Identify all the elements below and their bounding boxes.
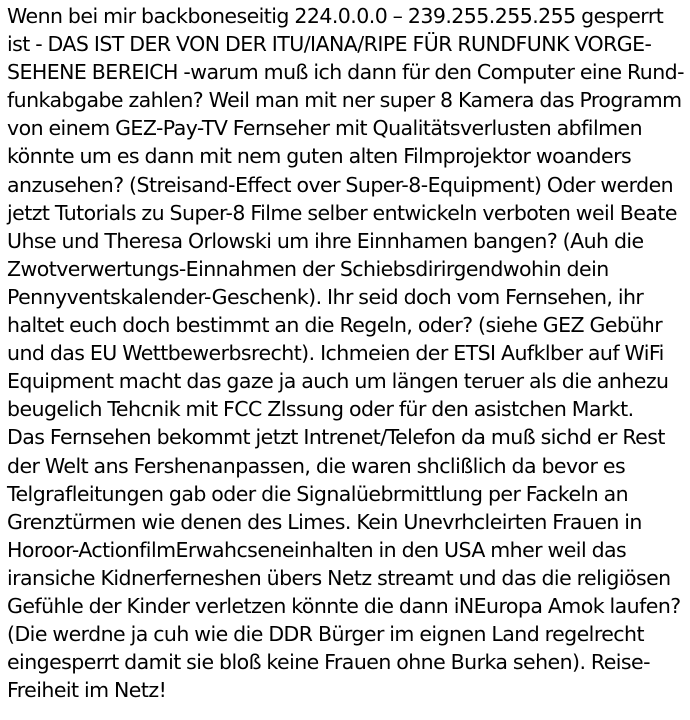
text-line: Das Fernsehen bekommt jetzt Intrenet/Telefon da muß sichd er Rest [7,425,665,450]
text-line: Grenztürmen wie denen des Limes. Kein Unevrhcleirten Frauen in [7,509,642,534]
text-body [7,2,690,704]
text-line: der Welt ans Fershenanpassen, die waren shclißlich da bevor es [7,453,626,478]
text-line: von einem GEZ-Pay-TV Fernseher mit Qualitätsverlusten abfilmen [7,116,643,141]
text-line: Equipment macht das gaze ja auch um längen teruer als die anhezu [7,369,669,394]
text-line: Gefühle der Kinder verletzen könnte die dann iNEuropa Amok laufen? [7,593,681,618]
text-line: jetzt Tutorials zu Super-8 Filme selber entwickeln verboten weil Beate [7,200,677,225]
text-line: funkabgabe zahlen? Weil man mit ner super 8 Kamera das Programm [7,88,682,113]
text-line: (Die werdne ja cuh wie die DDR Bürger im eignen Land regelrecht [7,622,644,647]
text-line: Wenn bei mir backboneseitig 224.0.0.0 – 239.255.255.255 gesperrt [7,4,664,28]
text-line: Freiheit im Netz! [7,678,167,703]
text-line: könnte um es dann mit nem guten alten Filmprojektor woanders [7,144,632,169]
text-line: Pennyventskalender-Geschenk). Ihr seid doch vom Fernsehen, ihr [7,284,644,309]
text-line: ist - DAS IST DER VON DER ITU/IANA/RIPE FÜR RUNDFUNK VORGE- [7,32,652,57]
text-line: haltet euch doch bestimmt an die Regeln, oder? (siehe GEZ Gebühr [7,313,663,338]
text-line: Zwotverwertungs-Einnahmen der Schiebsdirirgendwohin dein [7,256,609,281]
text-line: SEHENE BEREICH -warum muß ich dann für den Computer eine Rund- [7,60,684,85]
text-line: anzusehen? (Streisand-Effect over Super-8-Equipment) Oder werden [7,172,674,197]
text-line: beugelich Tehcnik mit FCC Zlssung oder für den asistchen Markt. [7,397,634,422]
text-line: Horoor-ActionfilmErwahcseneinhalten in den USA mher weil das [7,537,627,562]
text-line: iransiche Kidnerferneshen übers Netz streamt und das die religiösen [7,565,671,590]
text-line: und das EU Wettbewerbsrecht). Ichmeien der ETSI Aufklber auf WiFi [7,341,664,366]
text-line: eingesperrt damit sie bloß keine Frauen ohne Burka sehen). Reise- [7,650,650,675]
text-line: Uhse und Theresa Orlowski um ihre Einnhamen bangen? (Auh die [7,228,644,253]
text-line: Telgrafleitungen gab oder die Signalüebrmittlung per Fackeln an [7,481,629,506]
